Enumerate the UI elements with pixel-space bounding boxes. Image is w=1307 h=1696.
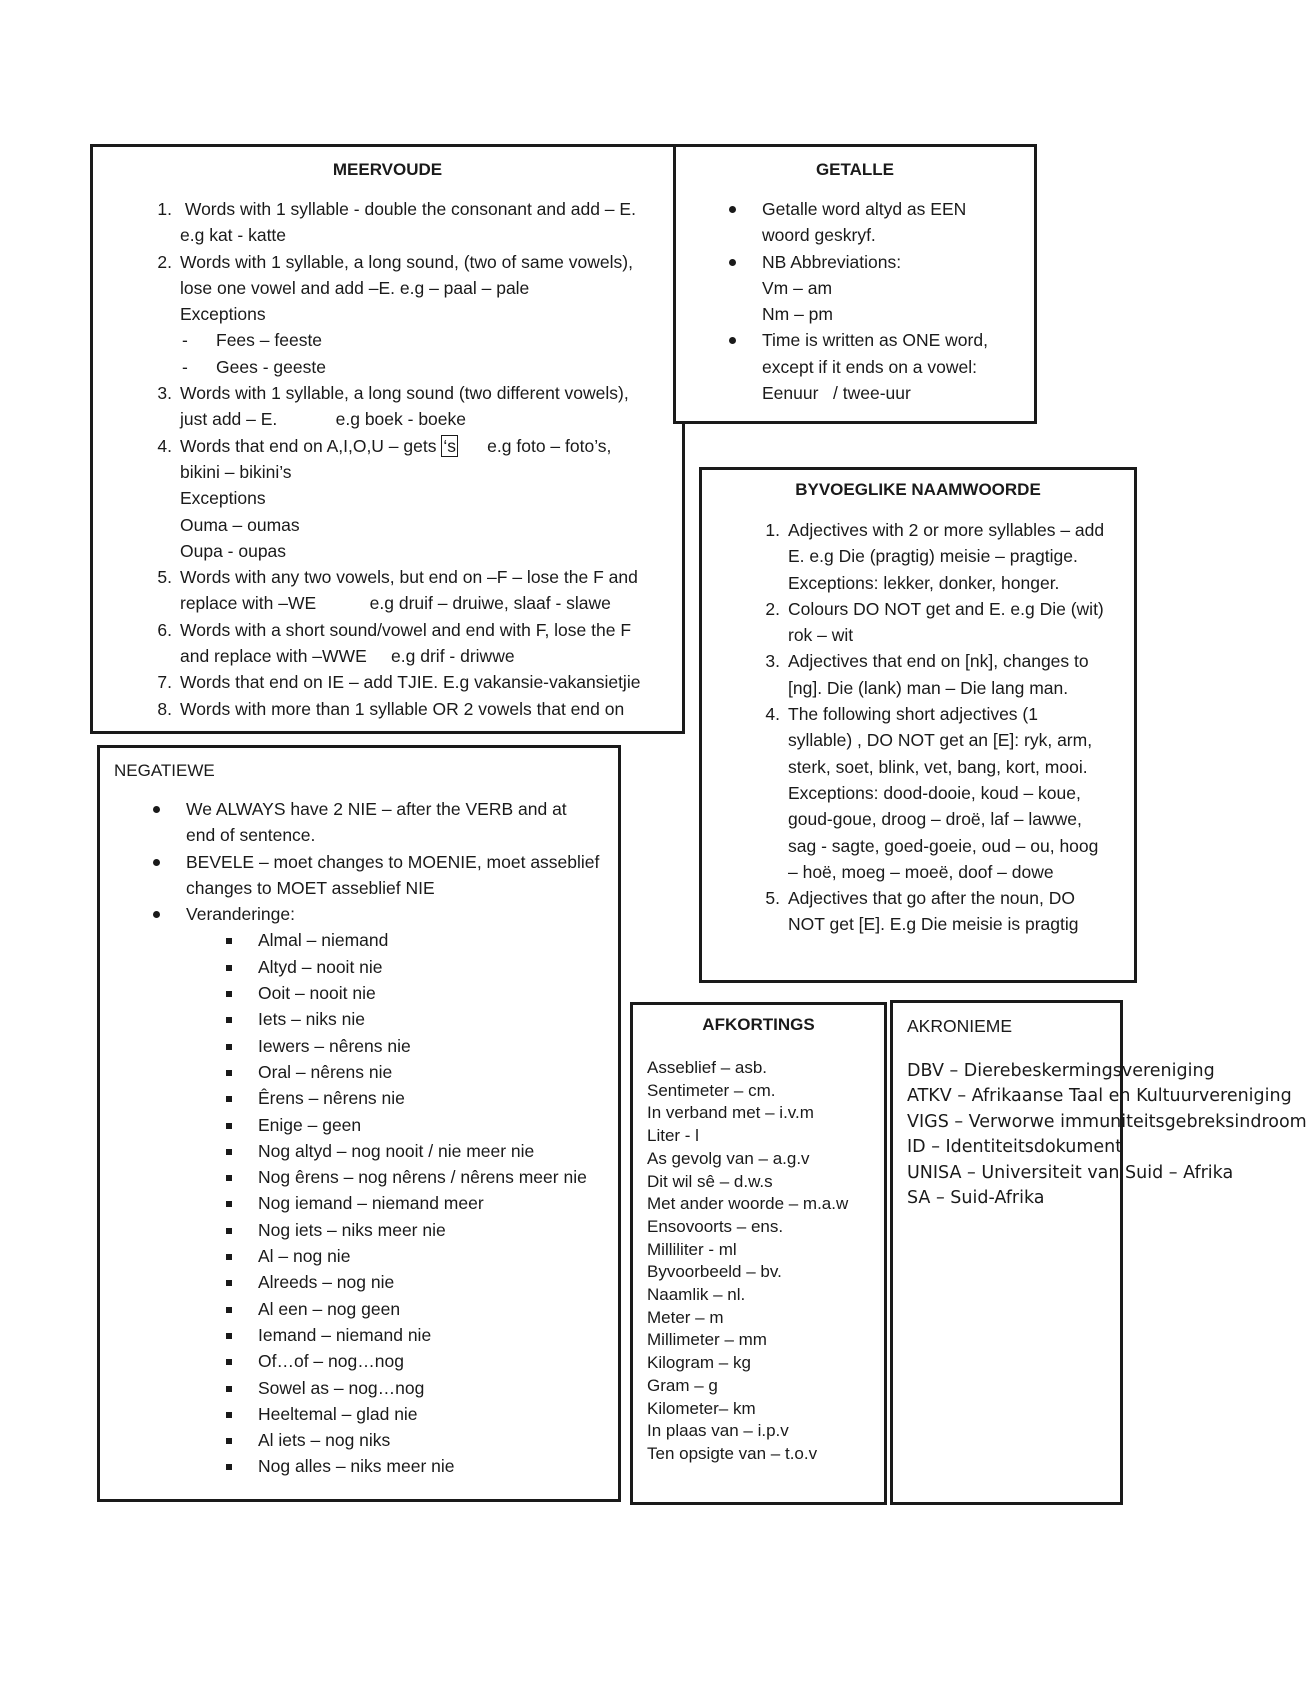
list-item: Heeltemal – glad nie — [258, 1401, 618, 1427]
list-item: 5. Words with any two vowels, but end on –F – lose the F and replace with –WE e.g druif – druiwe, slaaf - slawe — [157, 567, 638, 614]
list-item: Gram – g — [647, 1375, 718, 1395]
list-item: - Gees - geeste — [182, 356, 326, 377]
list-item: Êrens – nêrens nie — [258, 1085, 618, 1111]
list-item: Al iets – nog niks — [258, 1427, 618, 1453]
byvoeglike-list — [765, 517, 1134, 938]
veranderinge-list — [258, 927, 618, 1479]
list-item: Dit wil sê – d.w.s — [647, 1171, 773, 1191]
getalle-box — [673, 144, 1037, 424]
afkortings-box — [630, 1002, 887, 1505]
meervoude-list — [157, 196, 682, 722]
list-item: Nog iets – niks meer nie — [258, 1217, 618, 1243]
list-item: Ten opsigte van – t.o.v — [647, 1443, 818, 1463]
list-item: Altyd – nooit nie — [258, 954, 618, 980]
list-item: 1. Adjectives with 2 or more syllables – add E. e.g Die (pragtig) meisie – pragtige. Exceptions: lekker, donker, honger. — [765, 520, 1105, 593]
list-item: We ALWAYS have 2 NIE – after the VERB and at end of sentence. — [186, 796, 618, 849]
list-item: ID – Identiteitsdokument — [907, 1137, 1123, 1158]
negatiewe-list — [186, 796, 618, 927]
list-item: Nog êrens – nog nêrens / nêrens meer nie — [258, 1164, 618, 1190]
list-item: Nog alles – niks meer nie — [258, 1453, 618, 1479]
list-item: Of…of – nog…nog — [258, 1348, 618, 1374]
list-item: 4. The following short adjectives (1 syllable) , DO NOT get an [E]: ryk, arm, sterk, soet, blink, vet, bang, kort, mooi. Exceptions: dood-dooie, koud – koue, goud-goue, droog – droë, laf – lawwe, sag - sagte, goed-goeie, oud – ou, hoog – hoë, moeg – moeë, doof – dowe — [765, 704, 1099, 882]
list-item: Asseblief – asb. — [647, 1058, 768, 1077]
list-item: DBV – Dierebeskermingsvereniging — [907, 1061, 1215, 1081]
list-item: Byvoorbeeld – bv. — [647, 1262, 782, 1282]
list-item: Veranderinge: — [186, 901, 618, 927]
afkortings-list — [647, 1057, 884, 1466]
list-item: Time is written as ONE word, except if it ends on a vowel: Eenuur / twee-uur — [762, 327, 1034, 406]
meervoude-title: MEERVOUDE — [332, 160, 443, 179]
list-item: In plaas van – i.p.v — [647, 1421, 789, 1441]
list-item: 2. Words with 1 syllable, a long sound, (two of same vowels), lose one vowel and add –E. e.g – paal – pale Exceptions - Fees – feeste - Gees - geeste — [180, 249, 682, 380]
list-item: Alreeds – nog nie — [258, 1269, 618, 1295]
list-item: ATKV – Afrikaanse Taal en Kultuurvereniging — [907, 1086, 1292, 1107]
list-item: Kilometer– km — [647, 1398, 756, 1418]
byvoeglike-title: BYVOEGLIKE NAAMWOORDE — [795, 480, 1041, 499]
list-item: Al – nog nie — [258, 1243, 618, 1269]
akronieme-clip — [907, 1059, 1307, 1209]
list-item: SA – Suid-Afrika — [907, 1188, 1045, 1209]
list-item: As gevolg van – a.g.v — [647, 1148, 810, 1168]
list-item: Nog altyd – nog nooit / nie meer nie — [258, 1138, 618, 1164]
meervoude-box — [90, 144, 685, 734]
list-item: 2. Colours DO NOT get and E. e.g Die (wit) rok – wit — [765, 598, 1104, 646]
list-item: In verband met – i.v.m — [647, 1103, 814, 1123]
list-item: 6. Words with a short sound/vowel and end with F, lose the F and replace with –WWE e.g drif - driwwe — [157, 619, 632, 667]
list-item: 7. Words that end on IE – add TJIE. E.g vakansie-vakansietjie — [157, 672, 641, 693]
list-item: 5. Adjectives that go after the noun, DO NOT get [E]. E.g Die meisie is pragtig — [765, 888, 1079, 935]
list-item: Naamlik – nl. — [647, 1285, 746, 1305]
list-item: Ooit – nooit nie — [258, 980, 618, 1006]
list-item: Milliliter - ml — [647, 1239, 737, 1259]
byvoeglike-box — [699, 467, 1137, 983]
list-item: Iewers – nêrens nie — [258, 1033, 618, 1059]
list-item: UNISA – Universiteit van Suid – Afrika — [907, 1162, 1234, 1183]
list-item: 4. Words that end on A,I,O,U – gets ‘s e.g foto – foto’s, bikini – bikini’s Exceptions Ouma – oumas Oupa - oupas — [157, 435, 612, 561]
list-item: Iemand – niemand nie — [258, 1322, 618, 1348]
list-item: Meter – m — [647, 1307, 724, 1327]
list-item: Millimeter – mm — [647, 1330, 767, 1350]
getalle-list — [762, 196, 1034, 406]
akronieme-list — [907, 1059, 1307, 1211]
list-item: NB Abbreviations: Vm – am Nm – pm — [762, 249, 1034, 328]
list-item: Met ander woorde – m.a.w — [647, 1194, 849, 1214]
list-item: BEVELE – moet changes to MOENIE, moet asseblief changes to MOET asseblief NIE — [186, 849, 618, 902]
list-item: Enige – geen — [258, 1112, 618, 1138]
negatiewe-box — [97, 745, 621, 1502]
akronieme-title: AKRONIEME — [907, 1016, 1013, 1036]
list-item: Al een – nog geen — [258, 1296, 618, 1322]
list-item: 8. Words with more than 1 syllable OR 2 vowels that end on — [157, 698, 625, 719]
list-item: 1. Words with 1 syllable - double the consonant and add – E. e.g kat - katte — [157, 199, 636, 246]
list-item: 3. Adjectives that end on [nk], changes to [ng]. Die (lank) man – Die lang man. — [765, 651, 1089, 698]
list-item: Almal – niemand — [258, 927, 618, 953]
list-item: Nog iemand – niemand meer — [258, 1190, 618, 1216]
list-item: Ensovoorts – ens. — [647, 1216, 784, 1236]
afkortings-title: AFKORTINGS — [702, 1015, 815, 1034]
list-item: Getalle word altyd as EEN woord geskryf. — [762, 196, 1034, 249]
akronieme-box — [890, 1000, 1307, 1505]
list-item: 3. Words with 1 syllable, a long sound (two different vowels), just add – E. e.g boek - boeke — [157, 383, 629, 430]
list-item: Iets – niks nie — [258, 1006, 618, 1032]
list-item: Oral – nêrens nie — [258, 1059, 618, 1085]
list-item: Kilogram – kg — [647, 1353, 751, 1373]
getalle-title: GETALLE — [815, 160, 895, 179]
list-item: - Fees – feeste — [182, 330, 323, 351]
list-item: VIGS – Verworwe immuniteitsgebreksindroom — [907, 1111, 1307, 1132]
list-item: Sentimeter – cm. — [647, 1080, 776, 1100]
boxed-apostrophe-s: ‘s — [443, 435, 456, 456]
exceptions-list — [180, 327, 682, 380]
list-item: Sowel as – nog…nog — [258, 1375, 618, 1401]
list-item: Liter - l — [647, 1126, 699, 1146]
negatiewe-title: NEGATIEWE — [114, 761, 215, 780]
